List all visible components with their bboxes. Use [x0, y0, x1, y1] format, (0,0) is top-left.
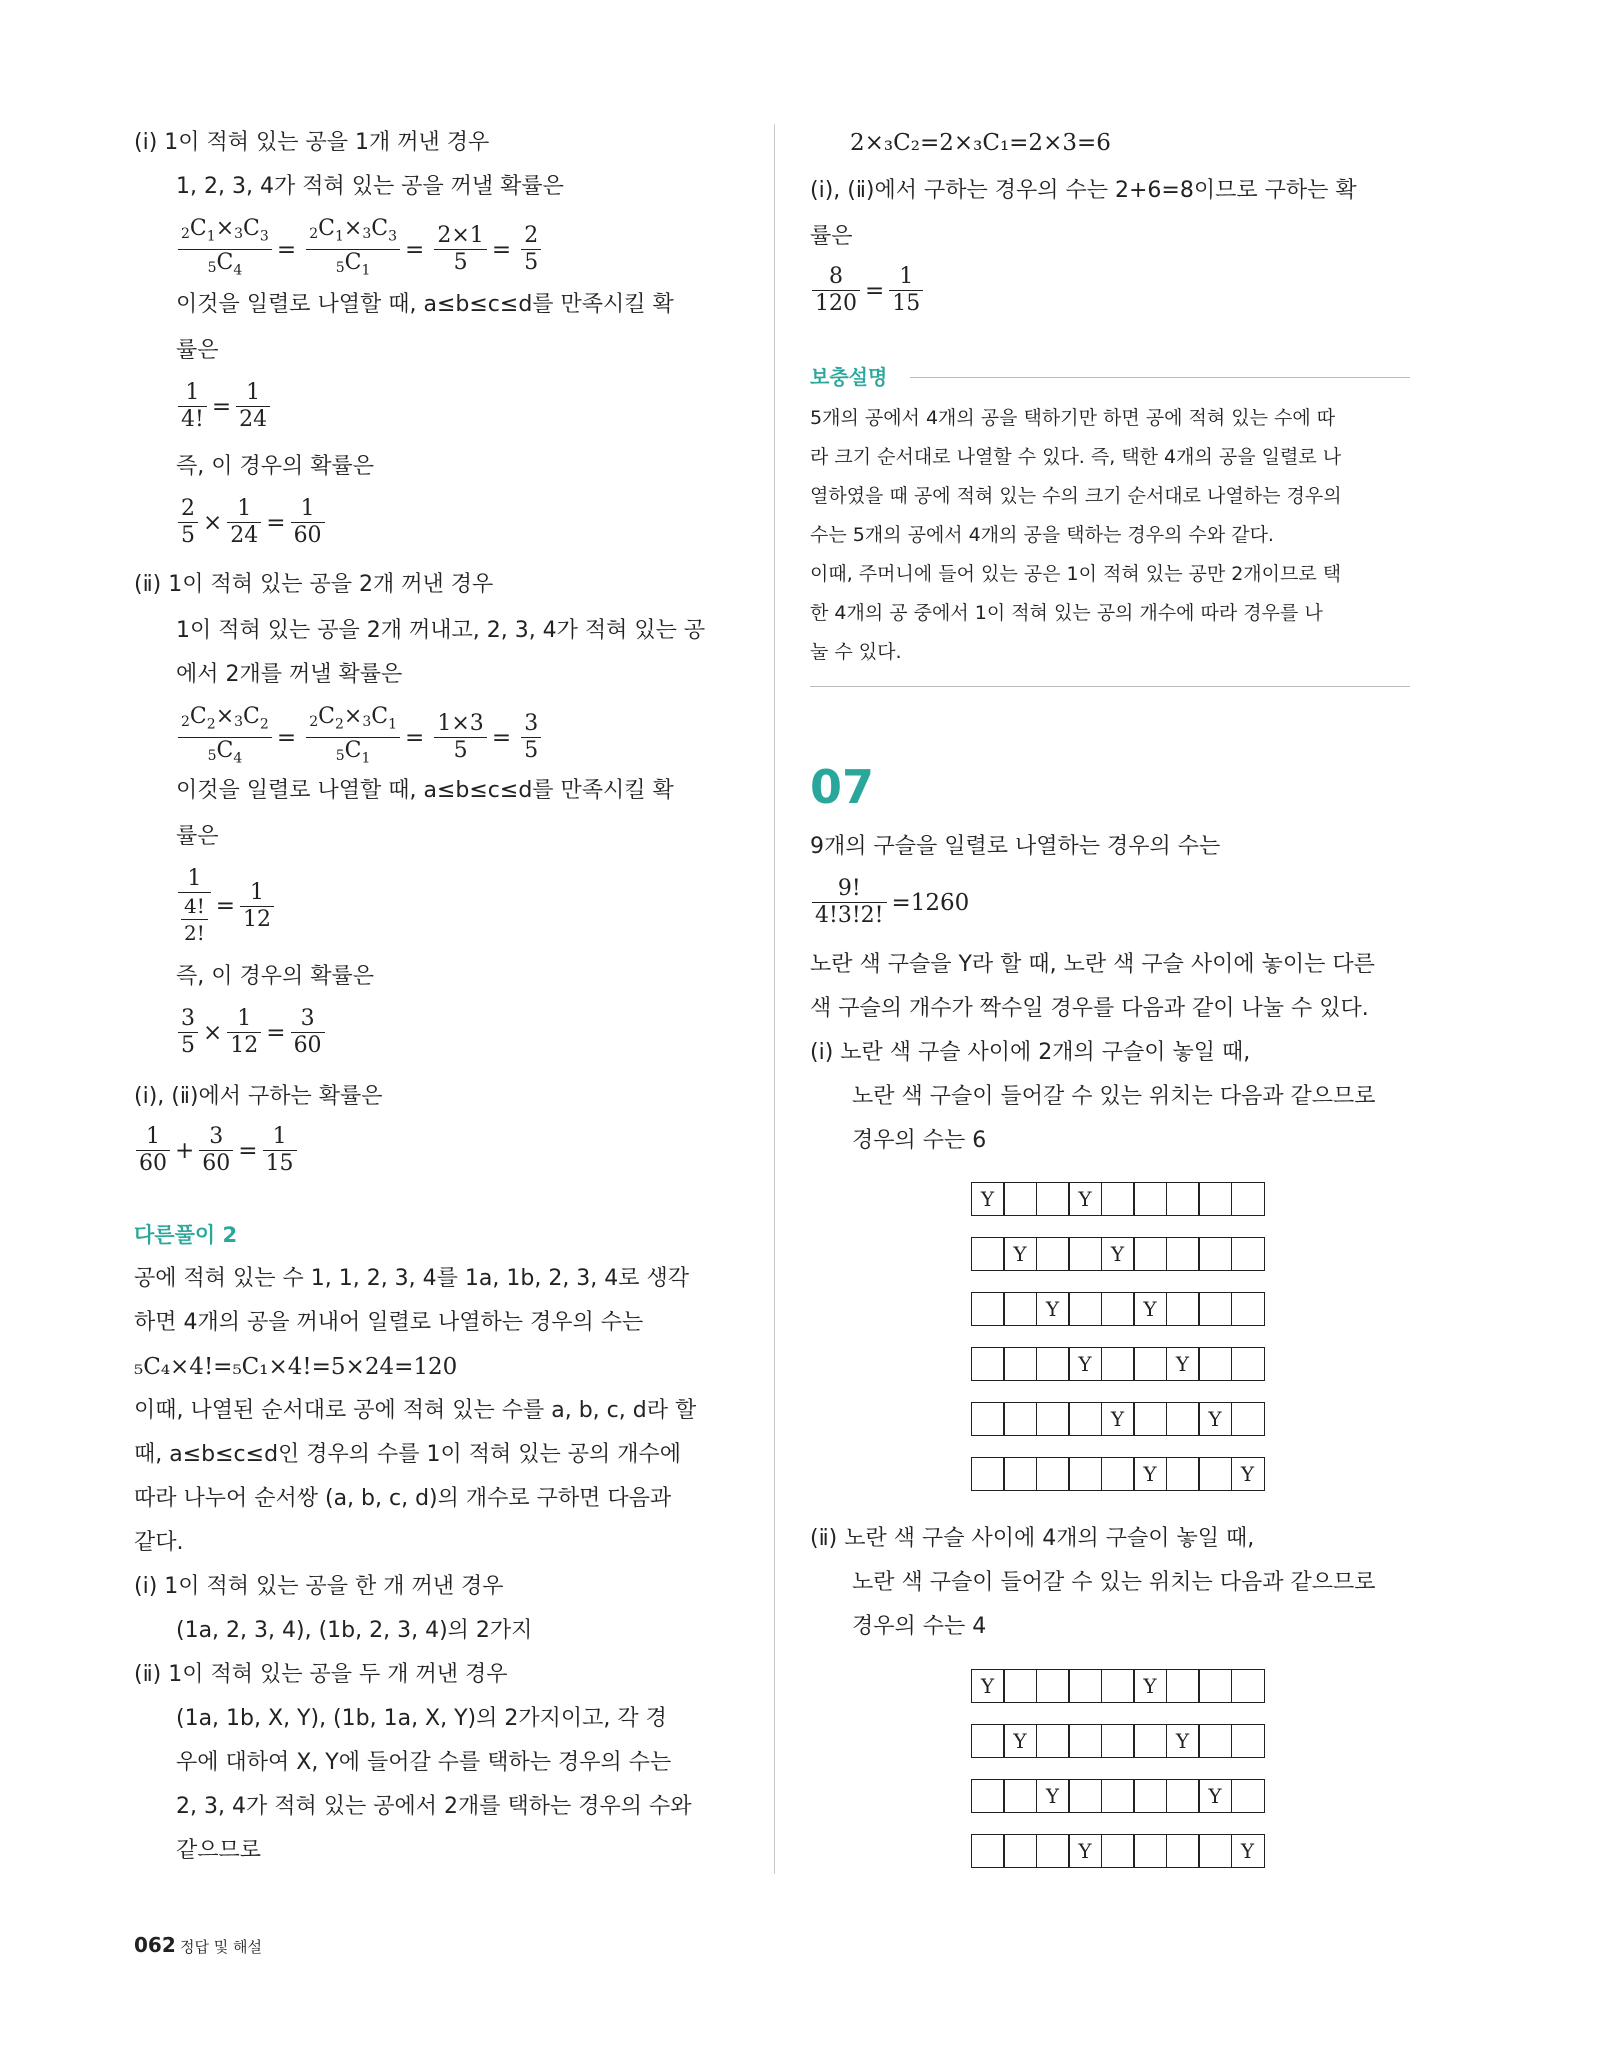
text-line: (ⅰ) 1이 적혀 있는 공을 한 개 꺼낸 경우: [134, 1574, 504, 1599]
formula-arrangements: $\frac{9!}{4!3!2!}$ =1260: [810, 876, 972, 929]
text-line: 이것을 일렬로 나열할 때, a≤b≤c≤d를 만족시킬 확: [176, 292, 674, 317]
formula-line: ₅C₄×4!=₅C₁×4!=5×24=120: [134, 1354, 458, 1380]
formula-order-2: $\frac{1}{\frac{4!}{2!}}$ = $\frac{1}{12}$: [176, 866, 276, 946]
formula-answer: $\frac{8}{120}$ = $\frac{1}{15}$: [810, 264, 925, 317]
text-line: 이때, 나열된 순서대로 공에 적혀 있는 수를 a, b, c, d라 할: [134, 1398, 697, 1423]
text-line: 같으므로: [176, 1838, 262, 1863]
text-line: 공에 적혀 있는 수 1, 1, 2, 3, 4를 1a, 1b, 2, 3, 4로 생각: [134, 1266, 690, 1291]
formula-prob-2: $\frac{2C_2\times 3C_2}{5C_4}$ = $\frac{2C_2\times 3C_1}{5C_1}$ = $\frac{1\times 3}{5}$ = $\frac{3}{5}$: [176, 704, 543, 772]
problem-number: 07: [810, 760, 875, 814]
supplement-line: 5개의 공에서 4개의 공을 택하기만 하면 공에 적혀 있는 수에 따: [810, 407, 1336, 429]
case-2-heading: (ⅱ) 1이 적혀 있는 공을 2개 꺼낸 경우: [134, 572, 494, 597]
alt-solution-heading: 다른풀이 2: [134, 1223, 238, 1247]
text-line: (ⅰ), (ⅱ)에서 구하는 확률은: [134, 1084, 383, 1109]
column-divider: [774, 124, 775, 1874]
text-line: 우에 대하여 X, Y에 들어갈 수를 택하는 경우의 수는: [176, 1750, 672, 1775]
supplement-line: 수는 5개의 공에서 4개의 공을 택하는 경우의 수와 같다.: [810, 524, 1274, 546]
position-grid-row: Y Y: [972, 1292, 1265, 1326]
position-grid-row: Y Y: [972, 1779, 1265, 1813]
formula-line: 2×₃C₂=2×₃C₁=2×3=6: [850, 130, 1111, 156]
supplement-line: 열하였을 때 공에 적혀 있는 수의 크기 순서대로 나열하는 경우의: [810, 485, 1342, 507]
supplement-line: 한 4개의 공 중에서 1이 적혀 있는 공의 개수에 따라 경우를 나: [810, 602, 1323, 624]
formula-prob-1: $\frac{2C_1\times 3C_3}{5C_4}$ = $\frac{2C_1\times 3C_3}{5C_1}$ = $\frac{2\times 1}{5}$ = $\frac{2}{5}$: [176, 216, 543, 284]
supplement-bottom-rule: [810, 686, 1410, 687]
text-line: (1a, 2, 3, 4), (1b, 2, 3, 4)의 2가지: [176, 1618, 533, 1643]
supplement-heading: 보충설명: [810, 365, 888, 389]
position-grid-row: Y Y: [972, 1724, 1265, 1758]
text-line: 노란 색 구슬이 들어갈 수 있는 위치는 다음과 같으므로: [852, 1084, 1376, 1109]
text-line: 1, 2, 3, 4가 적혀 있는 공을 꺼낼 확률은: [176, 174, 564, 199]
position-grid-row: Y Y: [972, 1347, 1265, 1381]
text-line: 노란 색 구슬을 Y라 할 때, 노란 색 구슬 사이에 놓이는 다른: [810, 952, 1375, 977]
position-grid-row: Y Y: [972, 1182, 1265, 1216]
supplement-rule: [910, 377, 1410, 378]
text-line: (1a, 1b, X, Y), (1b, 1a, X, Y)의 2가지이고, 각 경: [176, 1706, 667, 1731]
text-line: 률은: [176, 338, 219, 363]
text-line: 1이 적혀 있는 공을 2개 꺼내고, 2, 3, 4가 적혀 있는 공: [176, 618, 706, 643]
text-line: (ⅰ) 노란 색 구슬 사이에 2개의 구슬이 놓일 때,: [810, 1040, 1251, 1065]
position-grid-row: Y Y: [972, 1237, 1265, 1271]
text-line: 하면 4개의 공을 꺼내어 일렬로 나열하는 경우의 수는: [134, 1310, 644, 1335]
case-1-heading: (ⅰ) 1이 적혀 있는 공을 1개 꺼낸 경우: [134, 130, 490, 155]
text-line: 즉, 이 경우의 확률은: [176, 454, 374, 479]
text-line: 률은: [810, 224, 853, 249]
text-line: 따라 나누어 순서쌍 (a, b, c, d)의 개수로 구하면 다음과: [134, 1486, 672, 1511]
text-line: 경우의 수는 6: [852, 1128, 987, 1153]
text-line: (ⅱ) 1이 적혀 있는 공을 두 개 꺼낸 경우: [134, 1662, 508, 1687]
position-grid-row: Y Y: [972, 1834, 1265, 1868]
text-line: 즉, 이 경우의 확률은: [176, 964, 374, 989]
text-line: 색 구슬의 개수가 짝수일 경우를 다음과 같이 나눌 수 있다.: [810, 996, 1369, 1021]
formula-total: $\frac{1}{60}$ + $\frac{3}{60}$ = $\frac{1}{15}$: [134, 1124, 299, 1177]
formula-case-1: $\frac{2}{5}$ × $\frac{1}{24}$ = $\frac{1}{60}$: [176, 496, 327, 549]
position-grid-row: Y Y: [972, 1402, 1265, 1436]
formula-case-2: $\frac{3}{5}$ × $\frac{1}{12}$ = $\frac{3}{60}$: [176, 1006, 327, 1059]
page-number: 062: [134, 1933, 176, 1957]
text-line: (ⅱ) 노란 색 구슬 사이에 4개의 구슬이 놓일 때,: [810, 1526, 1255, 1551]
position-grid-row: Y Y: [972, 1457, 1265, 1491]
formula-order-1: $\frac{1}{4!}$ = $\frac{1}{24}$: [176, 380, 272, 433]
supplement-line: 이때, 주머니에 들어 있는 공은 1이 적혀 있는 공만 2개이므로 택: [810, 563, 1342, 585]
supplement-line: 라 크기 순서대로 나열할 수 있다. 즉, 택한 4개의 공을 일렬로 나: [810, 446, 1342, 468]
footer-label: 정답 및 해설: [180, 1938, 262, 1956]
supplement-line: 눌 수 있다.: [810, 641, 902, 663]
position-grid-row: Y Y: [972, 1669, 1265, 1703]
text-line: 경우의 수는 4: [852, 1614, 987, 1639]
text-line: 에서 2개를 꺼낼 확률은: [176, 662, 403, 687]
text-line: 9개의 구슬을 일렬로 나열하는 경우의 수는: [810, 834, 1221, 859]
text-line: 률은: [176, 824, 219, 849]
text-line: 노란 색 구슬이 들어갈 수 있는 위치는 다음과 같으므로: [852, 1570, 1376, 1595]
text-line: 2, 3, 4가 적혀 있는 공에서 2개를 택하는 경우의 수와: [176, 1794, 692, 1819]
text-line: 같다.: [134, 1530, 184, 1555]
text-line: 때, a≤b≤c≤d인 경우의 수를 1이 적혀 있는 공의 개수에: [134, 1442, 682, 1467]
text-line: (ⅰ), (ⅱ)에서 구하는 경우의 수는 2+6=8이므로 구하는 확: [810, 178, 1357, 203]
text-line: 이것을 일렬로 나열할 때, a≤b≤c≤d를 만족시킬 확: [176, 778, 674, 803]
